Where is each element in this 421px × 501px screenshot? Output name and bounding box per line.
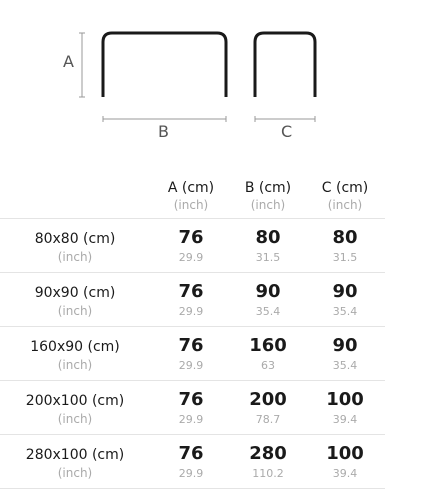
value-b-cm: 90 [255,281,281,302]
value-c-inch: 35.4 [332,359,358,372]
side-view-frame [255,33,315,97]
row-size-unit: (inch) [57,250,93,264]
header-b-unit: (inch) [250,198,286,212]
row-size-unit: (inch) [57,466,93,480]
dimension-b-label: B [158,122,169,141]
dimension-diagram [0,0,421,160]
value-a-cm: 76 [178,281,204,302]
header-c-label: C (cm) [321,180,369,196]
front-view-frame [103,33,226,97]
value-b-cm: 280 [249,443,287,464]
value-c-cm: 100 [326,443,364,464]
table-outline-drawing [0,0,421,160]
value-a-cm: 76 [178,389,204,410]
value-a-inch: 29.9 [178,305,204,318]
value-a-inch: 29.9 [178,251,204,264]
value-c-cm: 100 [326,389,364,410]
value-b-inch: 78.7 [255,413,281,426]
dimension-c-label: C [281,122,293,141]
dimensions-table [0,168,421,489]
row-size-label: 90x90 (cm) [34,285,116,301]
value-a-inch: 29.9 [178,359,204,372]
value-a-cm: 76 [178,335,204,356]
value-b-cm: 80 [255,227,281,248]
row-size-label: 80x80 (cm) [34,231,116,247]
dimension-a-label: A [63,52,74,71]
value-a-inch: 29.9 [178,467,204,480]
table-row [0,273,385,327]
header-a-unit: (inch) [173,198,209,212]
row-size-unit: (inch) [57,412,93,426]
header-a-label: A (cm) [167,180,215,196]
value-c-inch: 35.4 [332,305,358,318]
value-a-cm: 76 [178,443,204,464]
row-size-unit: (inch) [57,304,93,318]
value-c-cm: 90 [332,335,358,356]
value-c-inch: 39.4 [332,467,358,480]
value-c-cm: 90 [332,281,358,302]
value-b-inch: 35.4 [255,305,281,318]
value-b-cm: 200 [249,389,287,410]
value-a-cm: 76 [178,227,204,248]
value-a-inch: 29.9 [178,413,204,426]
header-c-unit: (inch) [327,198,363,212]
header-b-label: B (cm) [244,180,292,196]
table-row [0,381,385,435]
row-size-label: 160x90 (cm) [30,339,120,355]
value-b-inch: 31.5 [255,251,281,264]
value-c-inch: 39.4 [332,413,358,426]
table-row [0,435,385,489]
row-size-label: 280x100 (cm) [25,447,125,463]
table-header-row [0,168,385,219]
value-b-inch: 110.2 [252,467,284,480]
table-row [0,219,385,273]
table-row [0,327,385,381]
row-size-unit: (inch) [57,358,93,372]
value-c-inch: 31.5 [332,251,358,264]
value-c-cm: 80 [332,227,358,248]
row-size-label: 200x100 (cm) [25,393,125,409]
value-b-inch: 63 [261,359,275,372]
value-b-cm: 160 [249,335,287,356]
